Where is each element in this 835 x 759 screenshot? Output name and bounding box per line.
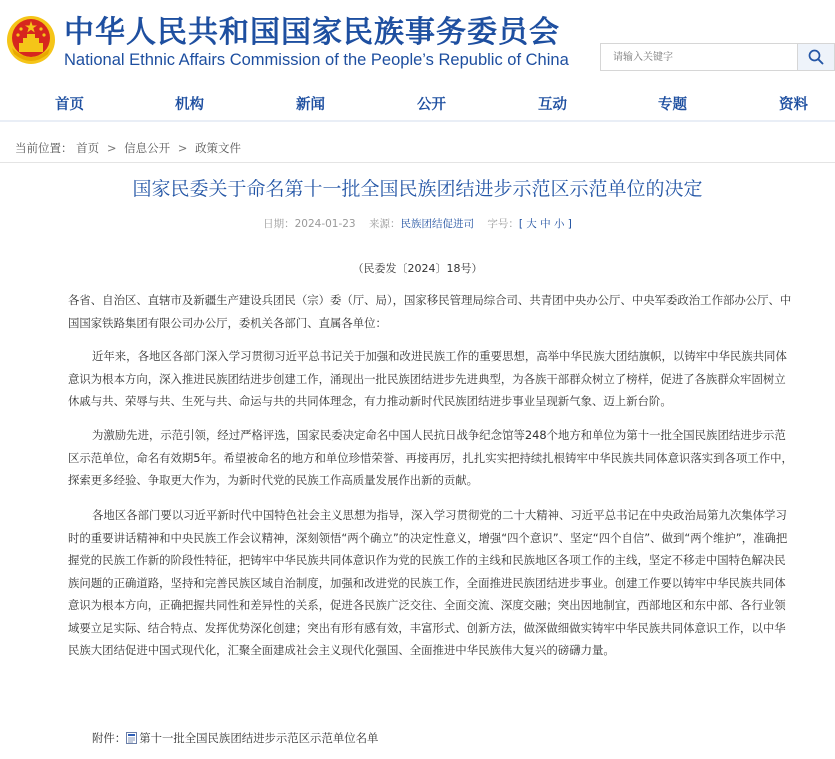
search-box: [600, 43, 835, 71]
main-nav: [0, 87, 835, 122]
national-emblem-icon: [6, 14, 56, 66]
breadcrumb: [15, 140, 241, 156]
document-number: （民委发〔2024〕18号）: [352, 262, 483, 275]
nav-item-resources[interactable]: 资料: [779, 97, 808, 113]
nav-item-interaction[interactable]: 互动: [538, 97, 567, 113]
article-paragraph-salutation: 各省、自治区、直辖市及新疆生产建设兵团民（宗）委（厅、局），国家移民管理局综合司、共青团中央办公厅、中央军委政治工作部办公厅、中国国家铁路集团有限公司办公厅，委机关各部门、直属各单位：: [68, 293, 792, 330]
article-paragraph: 各地区各部门要以习近平新时代中国特色社会主义思想为指导，深入学习贯彻党的二十大精神、习近平总书记在中央政治局第九次集体学习时的重要讲话精神和中央民族工作会议精神，深刻领悟“两个确立”的决定性意义，增强“四个意识”、坚定“四个自信”、做到“两个维护”，准确把握党的民族工作新的阶段性特征，把铸牢中华民族共同体意识作为党的民族工作的主线和民族地区各项工作的主线，坚定不移走中国特色解决民族问题的正确道路，坚持和完善民族区域自治制度，加强和改进党的民族工作，全面推进民族团结进步事业。创建工作要以铸牢中华民族共同体意识为根本方向，正确把握共同性和差异性的关系，促进各民族广泛交往、全面交流、深度交融；突出因地制宜，西部地区和东中部、各行业领域要立足实际、结合特点、发挥优势深化创建；突出有形有感有效，丰富形式、创新方法，做深做细做实铸牢中华民族共同体意识工作，以中华民族大团结促进中国式现代化，汇聚全面建成社会主义现代化强国、全面推进中华民族伟大复兴的磅礴力量。: [68, 508, 788, 657]
nav-item-public[interactable]: 公开: [417, 97, 446, 113]
nav-item-home[interactable]: 首页: [55, 97, 84, 113]
nav-item-organization[interactable]: 机构: [175, 97, 204, 113]
article-meta: [0, 216, 835, 231]
site-header: [0, 0, 835, 86]
document-icon: [126, 732, 137, 744]
site-title-cn[interactable]: 中华人民共和国国家民族事务委员会: [64, 15, 560, 50]
site-title-en[interactable]: National Ethnic Affairs Commission of the People’s Republic of China: [64, 51, 569, 69]
article-date: 日期：2024-01-23: [263, 218, 356, 230]
breadcrumb-separator: >: [177, 141, 188, 155]
font-size-switch[interactable]: [ 大 中 小 ]: [518, 218, 572, 230]
search-icon: [808, 49, 824, 65]
font-size-label: 字号：: [487, 218, 519, 230]
attachment: [92, 730, 378, 746]
article-title: 国家民委关于命名第十一批全国民族团结进步示范区示范单位的决定: [132, 178, 703, 200]
breadcrumb-bar: [0, 132, 835, 163]
search-input[interactable]: [600, 43, 797, 71]
article-paragraph: 为激励先进，示范引领，经过严格评选，国家民委决定命名中国人民抗日战争纪念馆等248个地方和单位为第十一批全国民族团结进步示范区示范单位，命名有效期5年。希望被命名的地方和单位珍惜荣誉、再接再厉，扎扎实实把持续扎根铸牢中华民族共同体意识落实到各项工作中，探索更多经验、争取更大作为，为新时代党的民族工作高质量发展作出新的贡献。: [68, 428, 793, 487]
breadcrumb-policy-docs[interactable]: 政策文件: [195, 141, 242, 155]
nav-item-news[interactable]: 新闻: [296, 97, 325, 113]
article-paragraph: 近年来，各地区各部门深入学习贯彻习近平总书记关于加强和改进民族工作的重要思想，高举中华民族大团结旗帜，以铸牢中华民族共同体意识为根本方向，深入推进民族团结进步创建工作，涌现出一批民族团结进步先进典型，为各族干部群众树立了榜样，促进了各族群众牢固树立休戚与共、荣辱与共、生死与共、命运与共的共同体理念，有力推动新时代民族团结进步事业呈现新气象、迈上新台阶。: [68, 349, 787, 408]
breadcrumb-prefix: 当前位置：: [15, 141, 73, 155]
article-source: 民族团结促进司: [400, 218, 474, 230]
attachment-link[interactable]: 第十一批全国民族团结进步示范区示范单位名单: [139, 731, 379, 745]
breadcrumb-separator: >: [106, 141, 117, 155]
breadcrumb-info-public[interactable]: 信息公开: [124, 141, 171, 155]
article-source-label: 来源：: [368, 218, 401, 230]
attachment-label: 附件：: [92, 731, 127, 745]
breadcrumb-home[interactable]: 首页: [76, 141, 100, 155]
nav-item-topics[interactable]: 专题: [658, 97, 687, 113]
search-button[interactable]: [797, 43, 835, 71]
